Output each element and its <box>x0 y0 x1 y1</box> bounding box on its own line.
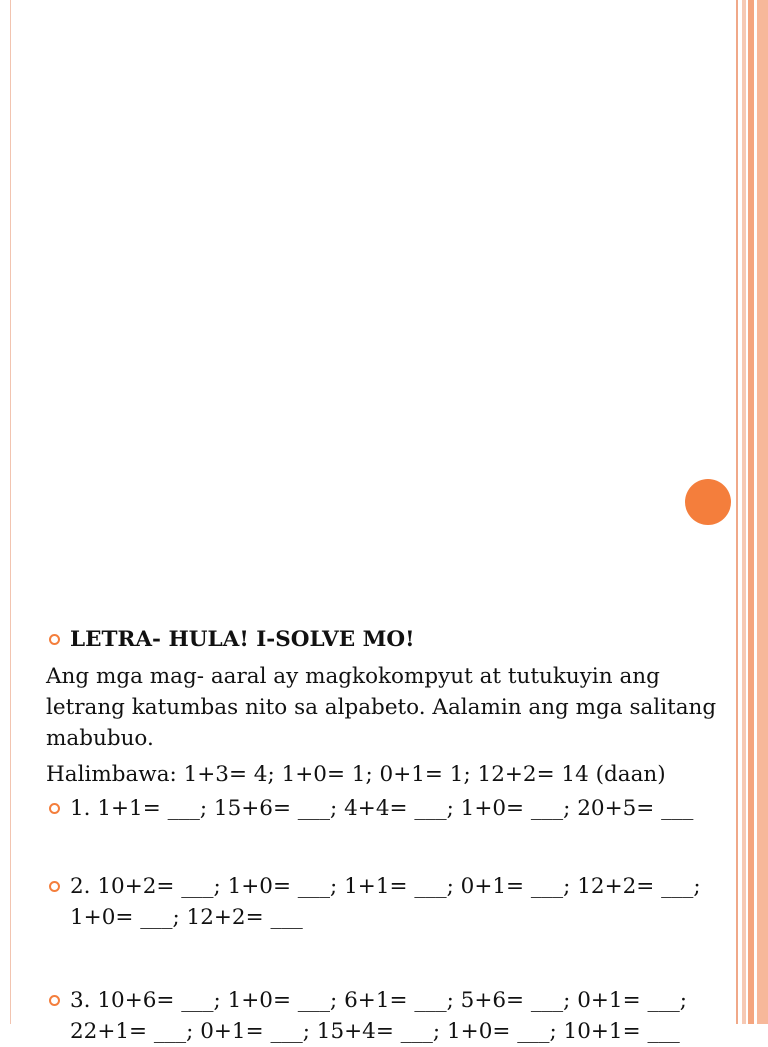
exercise-text: 1. 1+1= ___; 15+6= ___; 4+4= ___; 1+0= ___; 20+5= ___ <box>70 796 694 821</box>
exercise-item <box>46 793 726 824</box>
decorative-stripe <box>757 0 768 1024</box>
exercise-text: 2. 10+2= ___; 1+0= ___; 1+1= ___; 0+1= ___; 12+2= ___; 1+0= ___; 12+2= ___ <box>70 874 701 930</box>
hollow-circle-bullet-icon <box>49 634 60 645</box>
hollow-circle-bullet-icon <box>49 881 60 892</box>
hollow-circle-bullet-icon <box>49 803 60 814</box>
instructions-paragraph: Ang mga mag- aaral ay magkokompyut at tutukuyin ang letrang katumbas nito sa alpabeto. Aalamin ang mga salitang mabubuo. <box>46 664 717 751</box>
exercise-item <box>46 985 726 1047</box>
decorative-stripe <box>742 0 746 1024</box>
exercise-item <box>46 871 726 933</box>
exercise-text: 3. 10+6= ___; 1+0= ___; 6+1= ___; 5+6= ___; 0+1= ___; 22+1= ___; 0+1= ___; 15+4= ___; 1+0= ___; 10+1= ___ <box>70 988 687 1044</box>
slide-right-border <box>736 0 738 1024</box>
slide-heading <box>46 624 726 655</box>
orange-circle-icon <box>685 479 731 525</box>
slide-content <box>46 624 726 1047</box>
hollow-circle-bullet-icon <box>49 995 60 1006</box>
slide-left-border <box>10 0 11 1024</box>
decorative-stripe <box>748 0 754 1024</box>
example-line: Halimbawa: 1+3= 4; 1+0= 1; 0+1= 1; 12+2= 14 (daan) <box>46 762 666 787</box>
heading-text: LETRA- HULA! I-SOLVE MO! <box>70 627 415 652</box>
